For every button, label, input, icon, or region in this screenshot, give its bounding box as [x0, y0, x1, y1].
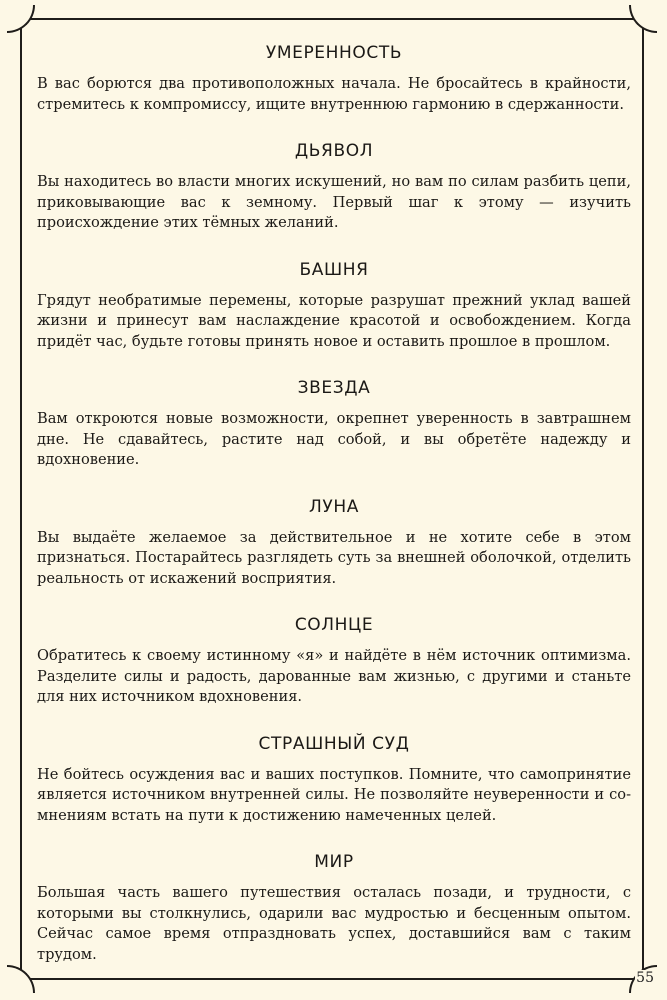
section-devil: [37, 138, 631, 234]
section-text: Вы выдаёте желаемое за действительное и не хотите себе в этом признаться. Постарайтесь разглядеть суть за внешней оболочкой, отделить реальность от искажений восприятия.: [37, 528, 631, 587]
section-text: Вам откроются новые возможности, окрепнет уверенность в завтрашнем дне. Не сдавайтесь, растите над собой, и вы обретёте надежду и вдохновение.: [37, 410, 631, 468]
section-world: [37, 849, 631, 965]
section-sun: [37, 612, 631, 708]
frame-corner-bottom-left: [7, 965, 35, 993]
section-title: МИР: [314, 852, 354, 872]
section-title: БАШНЯ: [299, 259, 369, 280]
section-text: Грядут необратимые перемены, которые разрушат прежний уклад вашей жизни и принесут вам наслаждение красотой и освобождением. Когда придёт час, будьте готовы принять новое и оставить прошлое в прошлом.: [37, 291, 631, 350]
section-temperance: [37, 40, 631, 115]
section-star: [37, 375, 631, 471]
section-title: ЛУНА: [309, 496, 359, 517]
section-title: ЗВЕЗДА: [297, 378, 371, 398]
section-text: Не бойтесь осуждения вас и ваших поступков. Помните, что самопринятие является источником внутренней силы. Не позволяйте неуверенности и сомнениям встать на пути к достижению намеченных целей.: [37, 765, 631, 824]
section-title: СОЛНЦЕ: [294, 615, 374, 635]
frame-corner-top-left: [7, 5, 35, 33]
section-judgement: [37, 731, 631, 827]
page-number: 55: [636, 970, 654, 986]
section-text: Вы находитесь во власти многих искушений, но вам по силам разбить цепи, приковывающие вас к земному. Первый шаг к этому — изучить происхождение этих тёмных желаний.: [37, 173, 631, 231]
section-title: СТРАШНЫЙ СУД: [258, 733, 410, 754]
frame-corner-top-right: [629, 5, 657, 33]
section-text: Обратитесь к своему истинному «я» и найдёте в нём источник оптимизма. Разделите силы и радость, дарованные вам жизнью, с другими и станьте для них источником вдохновения.: [37, 647, 631, 705]
section-text: Большая часть вашего путешествия осталась позади, и трудности, с которыми вы столкнулись, одарили вас мудростью и бесценным опытом. Сейчас самое время отпраздновать успех, доставшийся вам с таким трудом.: [37, 884, 631, 963]
page-content: [37, 40, 631, 988]
section-moon: [37, 494, 631, 590]
section-tower: [37, 257, 631, 353]
section-title: УМЕРЕННОСТЬ: [265, 43, 403, 63]
section-title: ДЬЯВОЛ: [294, 141, 374, 161]
section-text: В вас борются два противоположных начала. Не бросайтесь в крайности, стремитесь к компромиссу, ищите внутреннюю гармонию в сдержанности.: [37, 75, 631, 113]
